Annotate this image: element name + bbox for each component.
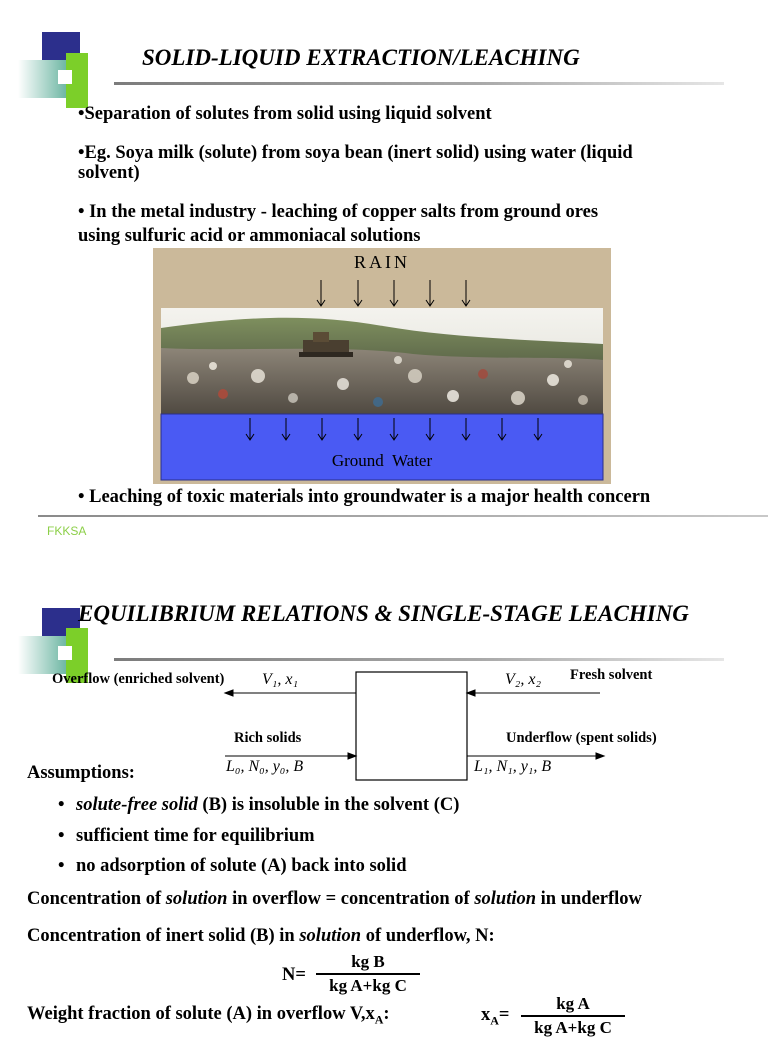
fresh-solvent-vars: V₂, x₂: [505, 671, 541, 688]
footer-text: FKKSA: [47, 524, 87, 538]
formula-xa-denominator: kg A+kg C: [534, 1017, 612, 1037]
landfill-svg: [153, 248, 611, 484]
formula-n-fraction: [316, 952, 420, 996]
formula-n-lhs: N=: [282, 965, 306, 985]
underflow-vars: L₁, N₁, y₁, B: [474, 758, 552, 775]
formula-xa-fraction: [521, 994, 625, 1038]
rich-solids-vars: L₀, N₀, y₀, B: [226, 758, 304, 775]
fraction-bar: [316, 973, 420, 975]
overflow-vars: V₁, x₁: [262, 671, 298, 688]
ground-water-label: Ground Water: [331, 451, 433, 470]
bullet-toxic: • Leaching of toxic materials into groundwater is a major health concern: [78, 487, 651, 507]
overflow-label: Overflow (enriched solvent): [52, 671, 225, 687]
fresh-solvent-label: Fresh solvent: [570, 667, 653, 683]
formula-xa-lhs: $x_A=$: [481, 1005, 510, 1028]
bullet-soya-line1: •Eg. Soya milk (solute) from soya bean (inert solid) using water (liquid: [78, 143, 633, 163]
assumptions-heading: Assumptions:: [27, 763, 135, 783]
weight-fraction-line: Weight fraction of solute (A) in overflow $V,x_A$:: [27, 1004, 390, 1027]
bullet-separation: •Separation of solutes from solid using liquid solvent: [78, 104, 492, 124]
corner-decoration: [0, 0, 120, 110]
landfill-illustration: [153, 248, 611, 484]
formula-n-denominator: kg A+kg C: [329, 975, 407, 995]
slide-title: EQUILIBRIUM RELATIONS & SINGLE-STAGE LEACHING: [78, 601, 689, 626]
fraction-bar: [521, 1015, 625, 1017]
assumption-2: • sufficient time for equilibrium: [58, 826, 315, 846]
bullet-metal-line2: using sulfuric acid or ammoniacal solutions: [78, 226, 421, 246]
rain-label: RAIN: [354, 252, 410, 272]
concentration-line: Concentration of solution in overflow = concentration of solution in underflow: [27, 889, 642, 909]
footer-rule: [38, 515, 768, 517]
inert-solid-line: Concentration of inert solid (B) in solution of underflow, N:: [27, 926, 495, 946]
assumption-1: • solute-free solid (B) is insoluble in the solvent (C): [58, 795, 460, 815]
rich-solids-label: Rich solids: [234, 730, 302, 746]
bullet-soya-line2: solvent): [78, 163, 140, 183]
formula-n-numerator: kg B: [351, 952, 385, 971]
underflow-label: Underflow (spent solids): [506, 730, 657, 746]
title-underline: [114, 658, 724, 661]
slide-title: SOLID-LIQUID EXTRACTION/LEACHING: [142, 45, 580, 70]
bullet-metal-line1: • In the metal industry - leaching of copper salts from ground ores: [78, 202, 599, 222]
assumption-3: • no adsorption of solute (A) back into solid: [58, 856, 407, 876]
formula-xa-numerator: kg A: [556, 994, 590, 1013]
slide-2: [0, 580, 768, 1037]
title-underline: [114, 82, 724, 85]
